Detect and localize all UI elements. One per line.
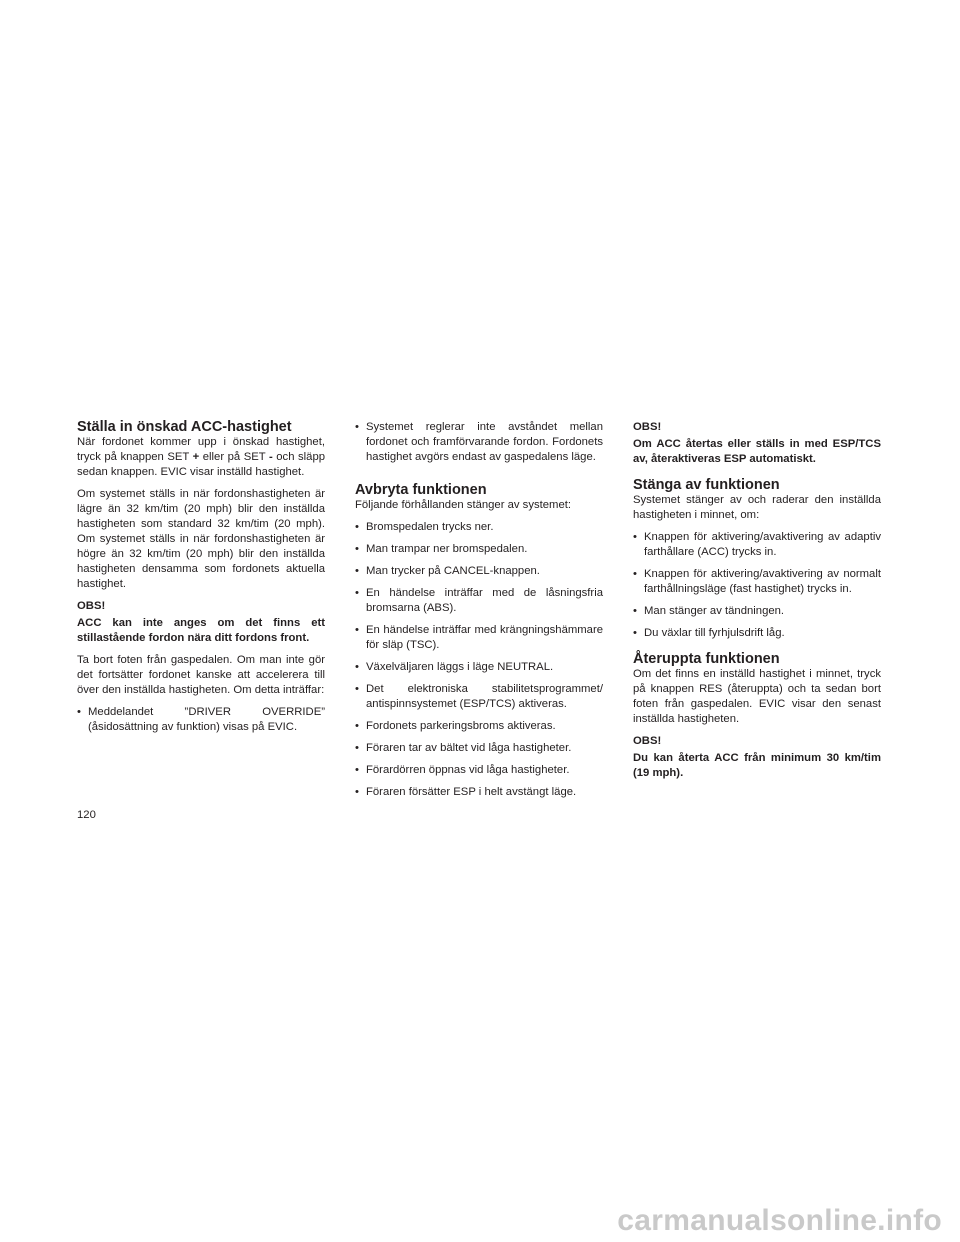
bullet-icon: • — [355, 742, 359, 754]
bullet-icon: • — [355, 624, 359, 636]
bullet-icon: • — [355, 565, 359, 577]
list-item: • Systemet reglerar inte avståndet mellan fordonet och framförvarande fordon. Fordonets hastighet avgörs endast av gaspedalens läge. — [355, 421, 603, 463]
paragraph-default-speed: Om systemet ställs in när fordonshastigheten är lägre än 32 km/tim (20 mph) blir den inställda hastigheten som standard 32 km/tim (20 mph). Om systemet ställs in när fordonshastigheten är högre än 32 km/tim (20 mph) blir den inställda hastigheten densamma som fordonets aktuella hastighet. — [77, 488, 325, 590]
heading-turn-off-function: Stänga av funktionen — [633, 477, 780, 493]
paragraph-set-speed: När fordonet kommer upp i önskad hastighet, tryck på knappen SET + eller på SET - och släpp sedan knappen. EVIC visar inställd hastighet. — [77, 436, 326, 478]
column-left — [77, 420, 325, 742]
list-item: • En händelse inträffar med de låsningsfria bromsarna (ABS). — [355, 587, 603, 614]
list-item: • Du växlar till fyrhjulsdrift låg. — [633, 627, 785, 639]
note-label: OBS! — [77, 600, 106, 612]
bullet-icon: • — [355, 521, 359, 533]
list-item: • Bromspedalen trycks ner. — [355, 521, 494, 533]
list-item: • Meddelandet ”DRIVER OVERRIDE” (åsidosättning av funktion) visas på EVIC. — [77, 706, 325, 733]
page-number: 120 — [77, 809, 96, 821]
bullet-icon: • — [355, 786, 359, 798]
list-item: • Man trycker på CANCEL-knappen. — [355, 565, 540, 577]
list-item: • Växelväljaren läggs i läge NEUTRAL. — [355, 661, 554, 673]
bullet-icon: • — [355, 421, 359, 433]
bullet-list-cancel-conditions — [355, 520, 603, 800]
note-label: OBS! — [633, 421, 662, 433]
bullet-icon: • — [633, 531, 637, 543]
bullet-icon: • — [355, 543, 359, 555]
bullet-icon: • — [633, 605, 637, 617]
note-label: OBS! — [633, 735, 662, 747]
bullet-icon: • — [355, 720, 359, 732]
bullet-icon: • — [355, 587, 359, 599]
list-item: • Man stänger av tändningen. — [633, 605, 785, 617]
bullet-list-distance — [355, 420, 603, 465]
bullet-icon: • — [355, 683, 359, 695]
heading-set-acc-speed: Ställa in önskad ACC-hastighet — [77, 419, 292, 435]
watermark-text: carmanualsonline.info — [617, 1204, 942, 1237]
paragraph-remove-foot: Ta bort foten från gaspedalen. Om man inte gör det fortsätter fordonet kanske att accelerera till över den inställda hastigheten. Om detta inträffar: — [77, 654, 325, 696]
heading-cancel-function: Avbryta funktionen — [355, 482, 487, 498]
note-text: Om ACC återtas eller ställs in med ESP/TCS av, återaktiveras ESP automatiskt. — [633, 438, 881, 465]
list-item: • Knappen för aktivering/avaktivering av adaptiv farthållare (ACC) trycks in. — [633, 531, 881, 558]
note-text: Du kan återta ACC från minimum 30 km/tim (19 mph). — [633, 752, 881, 779]
column-middle — [355, 420, 603, 807]
bullet-icon: • — [355, 764, 359, 776]
paragraph-cancel-intro: Följande förhållanden stänger av systemet: — [355, 499, 572, 511]
bullet-list-turn-off-conditions — [633, 530, 881, 641]
list-item: • Knappen för aktivering/avaktivering av normalt farthållningsläge (fast hastighet) trycks in. — [633, 568, 881, 595]
paragraph-turn-off-intro: Systemet stänger av och raderar den inställda hastigheten i minnet, om: — [633, 494, 881, 521]
list-item: • Förardörren öppnas vid låga hastigheter. — [355, 764, 570, 776]
bullet-list-override — [77, 705, 325, 735]
list-item: • En händelse inträffar med krängningshämmare för släp (TSC). — [355, 624, 603, 651]
minus-sign: - — [268, 451, 273, 463]
list-item: • Föraren tar av bältet vid låga hastigheter. — [355, 742, 572, 754]
bullet-icon: • — [355, 661, 359, 673]
bullet-icon: • — [633, 568, 637, 580]
list-item: • Fordonets parkeringsbroms aktiveras. — [355, 720, 556, 732]
plus-sign: + — [192, 451, 200, 463]
list-item: • Det elektroniska stabilitetsprogrammet/ antispinnsystemet (ESP/TCS) aktiveras. — [355, 683, 603, 710]
paragraph-resume: Om det finns en inställd hastighet i minnet, tryck på knappen RES (återuppta) och ta sedan bort foten från gaspedalen. EVIC visar den senast inställda hastigheten. — [633, 668, 881, 725]
heading-resume-function: Återuppta funktionen — [633, 651, 780, 667]
list-item: • Man trampar ner bromspedalen. — [355, 543, 528, 555]
column-right — [633, 420, 881, 788]
bullet-icon: • — [77, 706, 81, 718]
bullet-icon: • — [633, 627, 637, 639]
list-item: • Föraren försätter ESP i helt avstängt läge. — [355, 786, 577, 798]
note-text: ACC kan inte anges om det finns ett stillastående fordon nära ditt fordons front. — [77, 617, 325, 644]
